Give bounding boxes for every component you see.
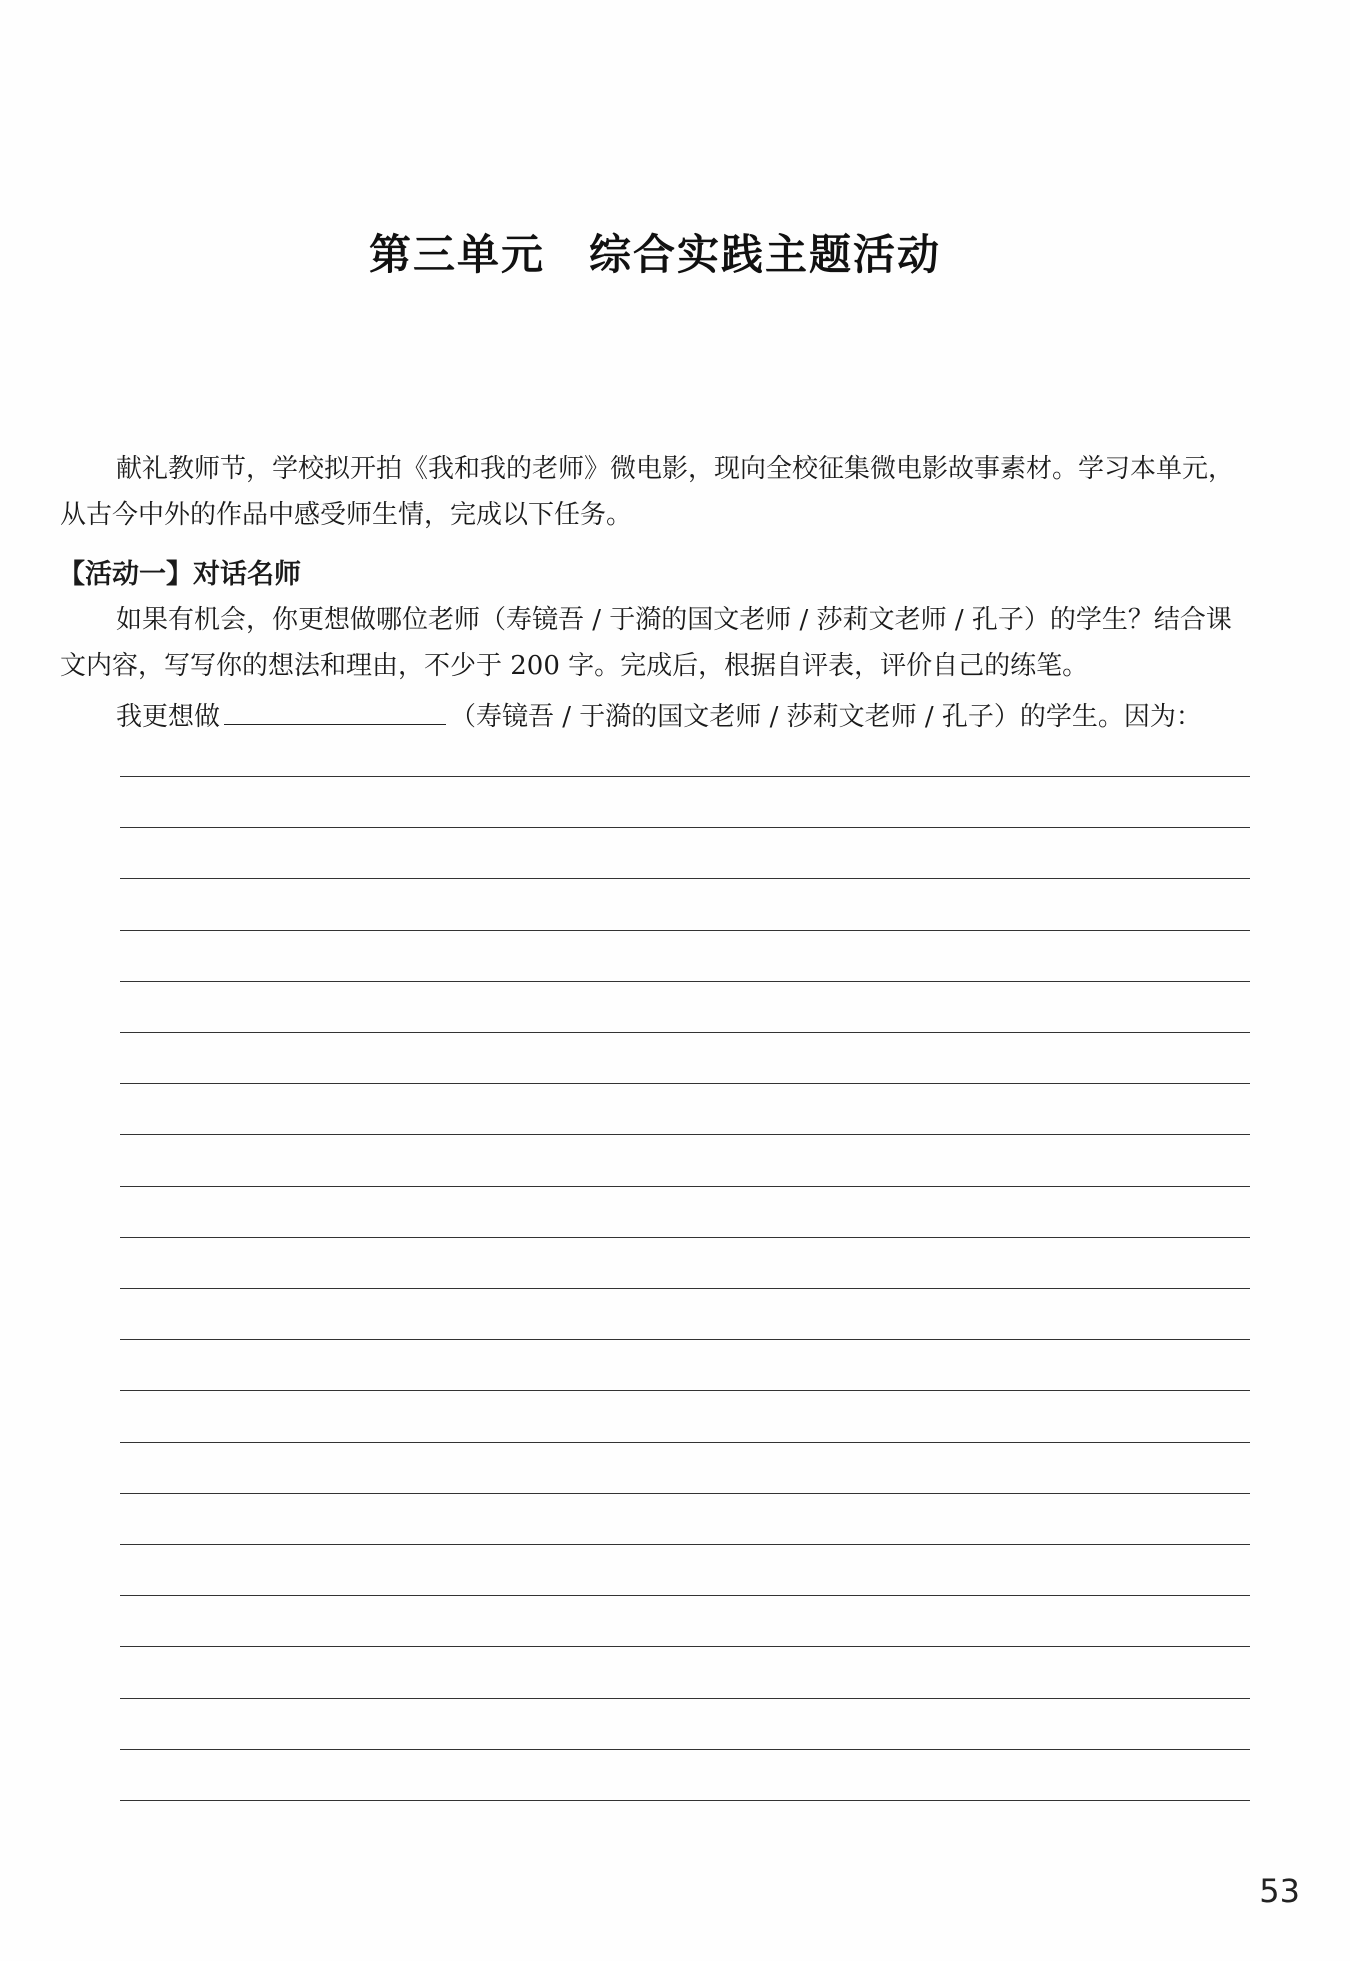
writing-line[interactable] bbox=[120, 1544, 1250, 1545]
writing-line[interactable] bbox=[120, 1493, 1250, 1494]
activity-one-heading: 【活动一】对话名师 bbox=[58, 559, 301, 590]
writing-line[interactable] bbox=[120, 1339, 1250, 1340]
writing-line[interactable] bbox=[120, 878, 1250, 879]
page-title: 第三单元 综合实践主题活动 bbox=[368, 230, 941, 279]
writing-line[interactable] bbox=[120, 1288, 1250, 1289]
writing-line[interactable] bbox=[120, 1800, 1250, 1801]
writing-line[interactable] bbox=[120, 1698, 1250, 1699]
writing-line[interactable] bbox=[120, 1390, 1250, 1391]
answer-prompt-line bbox=[116, 694, 1202, 740]
writing-line[interactable] bbox=[120, 1749, 1250, 1750]
writing-line[interactable] bbox=[120, 1595, 1250, 1596]
writing-line[interactable] bbox=[120, 1134, 1250, 1135]
writing-line[interactable] bbox=[120, 1083, 1250, 1084]
writing-line[interactable] bbox=[120, 776, 1250, 777]
writing-line[interactable] bbox=[120, 1032, 1250, 1033]
intro-paragraph: 献礼教师节，学校拟开拍《我和我的老师》微电影，现向全校征集微电影故事素材。学习本单元，从古今中外的作品中感受师生情，完成以下任务。 bbox=[60, 454, 1235, 530]
writing-line[interactable] bbox=[120, 827, 1250, 828]
teacher-choice-blank[interactable] bbox=[224, 696, 446, 725]
answer-prefix: 我更想做 bbox=[116, 702, 221, 732]
writing-line[interactable] bbox=[120, 930, 1250, 931]
writing-line[interactable] bbox=[120, 1442, 1250, 1443]
activity-one-task: 如果有机会，你更想做哪位老师（寿镜吾 / 于漪的国文老师 / 莎莉文老师 / 孔子）的学生？结合课文内容，写写你的想法和理由，不少于 200 字。完成后，根据自评表，评价自己的练笔。 bbox=[60, 605, 1232, 681]
writing-line[interactable] bbox=[120, 1646, 1250, 1647]
page-number: 53 bbox=[1259, 1872, 1300, 1910]
answer-suffix: （寿镜吾 / 于漪的国文老师 / 莎莉文老师 / 孔子）的学生。因为： bbox=[450, 702, 1202, 732]
writing-line[interactable] bbox=[120, 981, 1250, 982]
writing-line[interactable] bbox=[120, 1186, 1250, 1187]
writing-line[interactable] bbox=[120, 1237, 1250, 1238]
